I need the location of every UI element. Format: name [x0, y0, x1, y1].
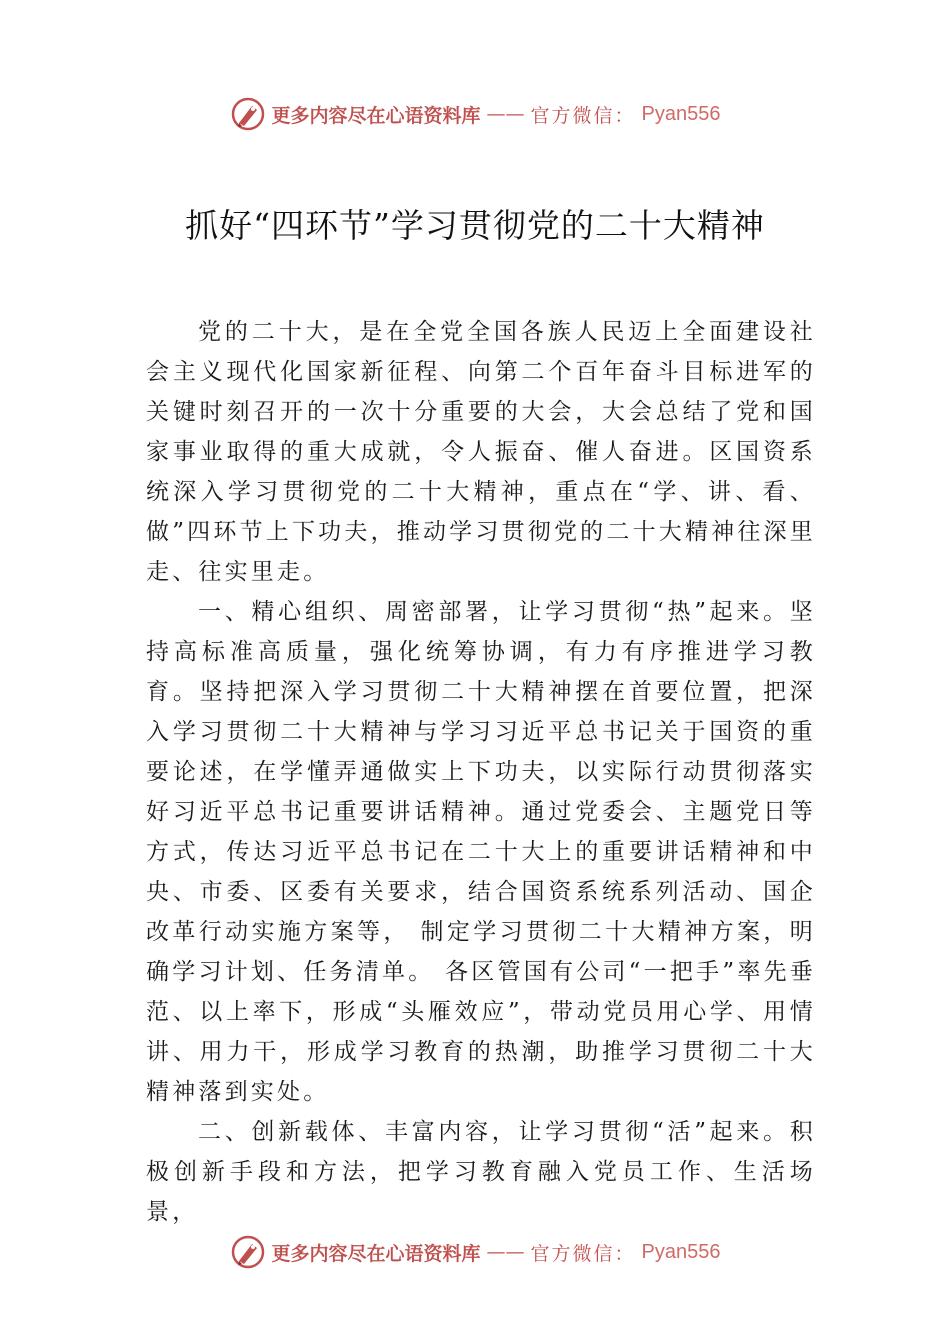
watermark-wechat-id: Pyan556	[641, 102, 721, 125]
watermark-wechat-id: Pyan556	[641, 1240, 721, 1263]
watermark-label: 官方微信：	[530, 1242, 636, 1265]
watermark-main-text: 更多内容尽在心语资料库	[271, 1242, 481, 1265]
document-title: 抓好“四环节”学习贯彻党的二十大精神	[185, 206, 765, 245]
paragraph-section-two: 二、创新载体、丰富内容，让学习贯彻“活”起来。积极创新手段和方法，把学习教育融入党员工作、生活场景，	[146, 1119, 816, 1225]
watermark-separator: ——	[486, 103, 525, 125]
paragraph-section-one: 一、精心组织、周密部署，让学习贯彻“热”起来。坚持高标准高质量，强化统筹协调，有力有序推进学习教育。坚持把深入学习贯彻二十大精神摆在首要位置，把深入学习贯彻二十大精神与学习习近平总书记关于国资的重要论述，在学懂弄通做实上下功夫，以实际行动贯彻落实好习近平总书记重要讲话精神。通过党委会、主题党日等方式，传达习近平总书记在二十大上的重要讲话精神和中央、市委、区委有关要求，结合国资系统系列活动、国企改革行动实施方案等， 制定学习贯彻二十大精神方案，明确学习计划、任务清单。 各区管国有公司“一把手”率先垂范、以上率下，形成“头雁效应”，带动党员用心学、用情讲、用力干，形成学习教育的热潮，助推学习贯彻二十大精神落到实处。	[146, 599, 816, 1105]
paragraph-intro: 党的二十大，是在全党全国各族人民迈上全面建设社会主义现代化国家新征程、向第二个百年奋斗目标进军的关键时刻召开的一次十分重要的大会，大会总结了党和国家事业取得的重大成就，令人振奋、催人奋进。区国资系统深入学习贯彻党的二十大精神，重点在“学、讲、看、做”四环节上下功夫，推动学习贯彻党的二十大精神往深里走、往实里走。	[146, 319, 816, 585]
pen-logo-icon	[230, 96, 266, 132]
document-body	[146, 312, 816, 1232]
footer-watermark	[0, 1232, 950, 1272]
watermark-main-text: 更多内容尽在心语资料库	[271, 104, 481, 127]
watermark-label: 官方微信：	[530, 104, 636, 127]
watermark-separator: ——	[486, 1241, 525, 1263]
header-watermark	[0, 94, 950, 134]
pen-logo-icon	[230, 1234, 266, 1270]
